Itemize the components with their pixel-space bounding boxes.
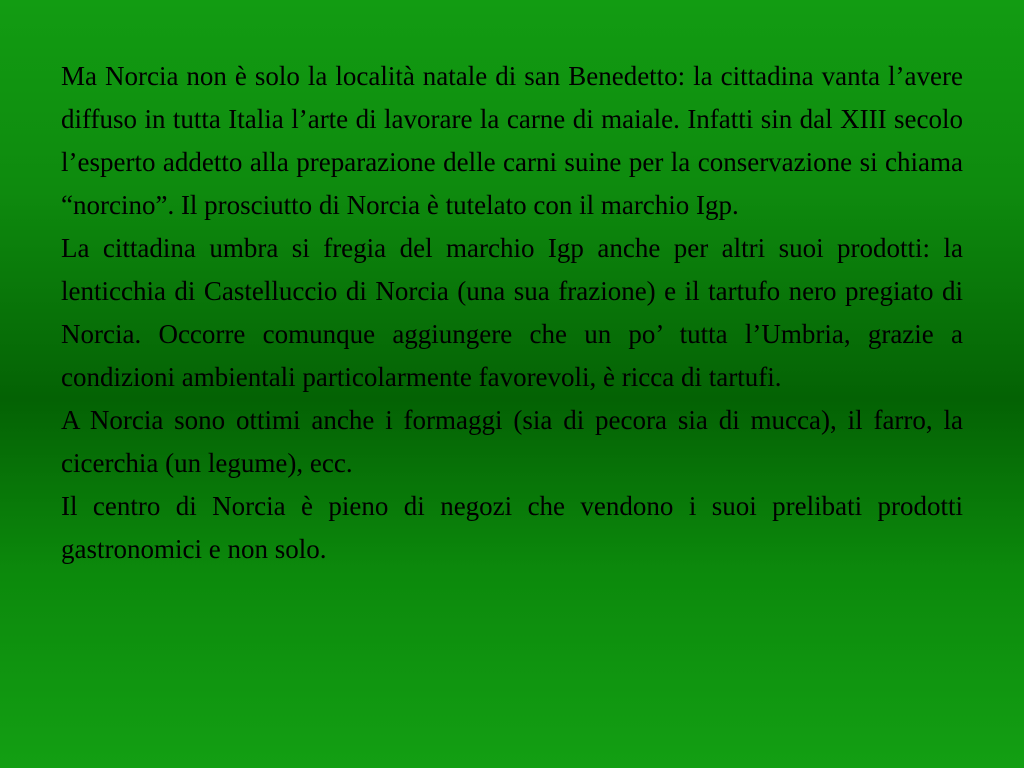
slide-text-body (61, 55, 963, 571)
paragraph-cheeses: A Norcia sono ottimi anche i formaggi (sia di pecora sia di mucca), il farro, la cicerchia (un legume), ecc. (61, 405, 963, 478)
paragraph-shops: Il centro di Norcia è pieno di negozi che vendono i suoi prelibati prodotti gastronomici e non solo. (61, 491, 963, 564)
paragraph-norcino: Ma Norcia non è solo la località natale di san Benedetto: la cittadina vanta l’avere diffuso in tutta Italia l’arte di lavorare la carne di maiale. Infatti sin dal XIII secolo l’esperto addetto alla preparazione delle carni suine per la conservazione si chiama “norcino”. Il prosciutto di Norcia è tutelato con il marchio Igp. (61, 61, 963, 220)
paragraph-igp-products: La cittadina umbra si fregia del marchio Igp anche per altri suoi prodotti: la lenticchia di Castelluccio di Norcia (una sua frazione) e il tartufo nero pregiato di Norcia. Occorre comunque aggiungere che un po’ tutta l’Umbria, grazie a condizioni ambientali particolarmente favorevoli, è ricca di tartufi. (61, 233, 963, 392)
